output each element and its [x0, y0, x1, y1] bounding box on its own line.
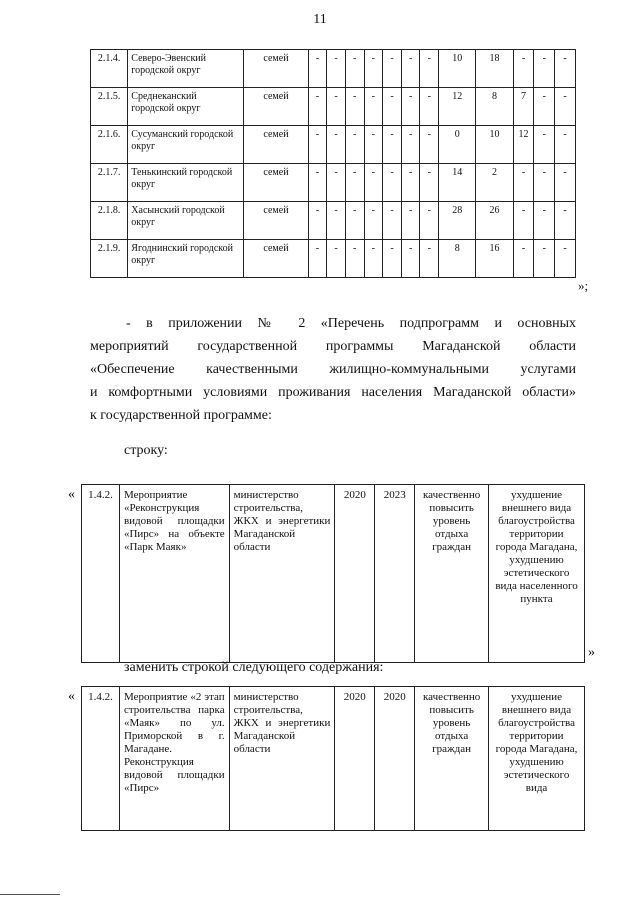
indicator-table [90, 49, 576, 278]
table-row [91, 88, 576, 126]
value-cell: - [401, 126, 420, 164]
value-cell: - [534, 240, 555, 278]
value-cell: - [555, 202, 576, 240]
value-cell: - [401, 240, 420, 278]
value-cell: - [308, 240, 327, 278]
value-cell: 12 [513, 126, 534, 164]
municipality-name: Ягоднинский городской округ [128, 240, 244, 278]
row-number: 2.1.4. [91, 50, 128, 88]
start-year: 2020 [335, 485, 375, 663]
value-cell: - [534, 88, 555, 126]
unit: семей [244, 164, 308, 202]
measure-name: Мероприятие «2 этап строительства парка «Маяк» по ул. Приморской в г. Магадане. Реконструкция видовой площадки «Пирс» [119, 687, 229, 831]
value-cell: - [308, 164, 327, 202]
value-cell: 12 [439, 88, 476, 126]
replace-label: заменить строкой следующего содержания: [124, 660, 384, 675]
value-cell: - [534, 202, 555, 240]
value-cell: - [308, 202, 327, 240]
row-label: строку: [124, 443, 168, 458]
value-cell: 16 [476, 240, 513, 278]
value-cell: - [555, 88, 576, 126]
value-cell: - [534, 164, 555, 202]
paragraph-line: и комфортными условиями проживания населения Магаданской области» [90, 385, 576, 400]
value-cell: - [513, 240, 534, 278]
paragraph-line: «Обеспечение качественными жилищно-коммунальными услугами [90, 362, 576, 377]
value-cell: - [345, 202, 364, 240]
value-cell: - [345, 50, 364, 88]
consequences: ухудшение внешнего вида благоустройства территории города Магадана, ухудшению эстетического вида населенного пункта [489, 485, 585, 663]
row-number: 2.1.7. [91, 164, 128, 202]
value-cell: - [534, 126, 555, 164]
value-cell: - [383, 202, 402, 240]
value-cell: 8 [476, 88, 513, 126]
table-row [91, 202, 576, 240]
value-cell: - [555, 240, 576, 278]
unit: семей [244, 202, 308, 240]
consequences: ухудшение внешнего вида благоустройства территории города Магадана, ухудшению эстетического вида [489, 687, 585, 831]
value-cell: - [383, 164, 402, 202]
value-cell: - [327, 164, 346, 202]
measure-name: Мероприятие «Реконструкция видовой площадки «Пирс» на объекте «Парк Маяк» [119, 485, 229, 663]
value-cell: - [364, 88, 383, 126]
value-cell: - [513, 164, 534, 202]
expected-result: качественно повысить уровень отдыха граждан [415, 687, 489, 831]
new-row-table [81, 686, 585, 831]
unit: семей [244, 88, 308, 126]
table-row [82, 687, 585, 831]
paragraph-line: - в приложении № 2 «Перечень подпрограмм и основных [126, 316, 576, 331]
row-number: 2.1.8. [91, 202, 128, 240]
paragraph-line: к государственной программе: [90, 408, 272, 423]
value-cell: 7 [513, 88, 534, 126]
row-number: 2.1.6. [91, 126, 128, 164]
page-number: 11 [313, 12, 327, 27]
table-row [82, 485, 585, 663]
row-number: 2.1.5. [91, 88, 128, 126]
municipality-name: Сусуманский городской округ [128, 126, 244, 164]
value-cell: - [401, 202, 420, 240]
value-cell: - [420, 126, 439, 164]
value-cell: - [513, 50, 534, 88]
table-closing-quote: »; [578, 278, 589, 293]
value-cell: 10 [439, 50, 476, 88]
value-cell: - [327, 50, 346, 88]
value-cell: - [308, 126, 327, 164]
table-row [91, 126, 576, 164]
value-cell: - [513, 202, 534, 240]
value-cell: - [555, 50, 576, 88]
value-cell: - [555, 164, 576, 202]
end-year: 2020 [375, 687, 415, 831]
value-cell: 2 [476, 164, 513, 202]
value-cell: - [364, 126, 383, 164]
unit: семей [244, 126, 308, 164]
open-quote: « [68, 487, 75, 502]
value-cell: - [534, 50, 555, 88]
value-cell: - [420, 88, 439, 126]
municipality-name: Среднеканский городской округ [128, 88, 244, 126]
table-row [91, 240, 576, 278]
value-cell: - [327, 240, 346, 278]
value-cell: - [364, 202, 383, 240]
value-cell: - [420, 50, 439, 88]
value-cell: 26 [476, 202, 513, 240]
value-cell: - [364, 50, 383, 88]
value-cell: 14 [439, 164, 476, 202]
table-row [91, 164, 576, 202]
row-number: 1.4.2. [82, 687, 120, 831]
value-cell: - [364, 240, 383, 278]
row-number: 1.4.2. [82, 485, 120, 663]
unit: семей [244, 50, 308, 88]
value-cell: - [327, 202, 346, 240]
close-quote: » [588, 645, 595, 660]
municipality-name: Тенькинский городской округ [128, 164, 244, 202]
value-cell: 28 [439, 202, 476, 240]
value-cell: - [364, 164, 383, 202]
executor: министерство строительства, ЖКХ и энергетики Магаданской области [229, 485, 335, 663]
value-cell: - [383, 88, 402, 126]
value-cell: - [308, 88, 327, 126]
value-cell: - [401, 88, 420, 126]
amendment-paragraph [90, 312, 576, 427]
unit: семей [244, 240, 308, 278]
value-cell: - [327, 126, 346, 164]
row-number: 2.1.9. [91, 240, 128, 278]
value-cell: - [345, 126, 364, 164]
old-row-table [81, 484, 585, 663]
table-row [91, 50, 576, 88]
value-cell: - [555, 126, 576, 164]
value-cell: - [327, 88, 346, 126]
footer-divider [0, 894, 60, 895]
value-cell: - [401, 164, 420, 202]
start-year: 2020 [335, 687, 375, 831]
value-cell: - [420, 164, 439, 202]
paragraph-line: мероприятий государственной программы Магаданской области [90, 339, 576, 354]
expected-result: качественно повысить уровень отдыха граждан [415, 485, 489, 663]
executor: министерство строительства, ЖКХ и энергетики Магаданской области [229, 687, 335, 831]
value-cell: 0 [439, 126, 476, 164]
end-year: 2023 [375, 485, 415, 663]
value-cell: - [383, 126, 402, 164]
municipality-name: Хасынский городской округ [128, 202, 244, 240]
value-cell: - [308, 50, 327, 88]
value-cell: - [401, 50, 420, 88]
value-cell: - [345, 240, 364, 278]
value-cell: 18 [476, 50, 513, 88]
value-cell: - [345, 88, 364, 126]
value-cell: - [420, 240, 439, 278]
open-quote-new: « [68, 689, 75, 704]
value-cell: - [345, 164, 364, 202]
value-cell: 8 [439, 240, 476, 278]
value-cell: - [383, 240, 402, 278]
value-cell: - [420, 202, 439, 240]
value-cell: - [383, 50, 402, 88]
value-cell: 10 [476, 126, 513, 164]
municipality-name: Северо-Эвенский городской округ [128, 50, 244, 88]
